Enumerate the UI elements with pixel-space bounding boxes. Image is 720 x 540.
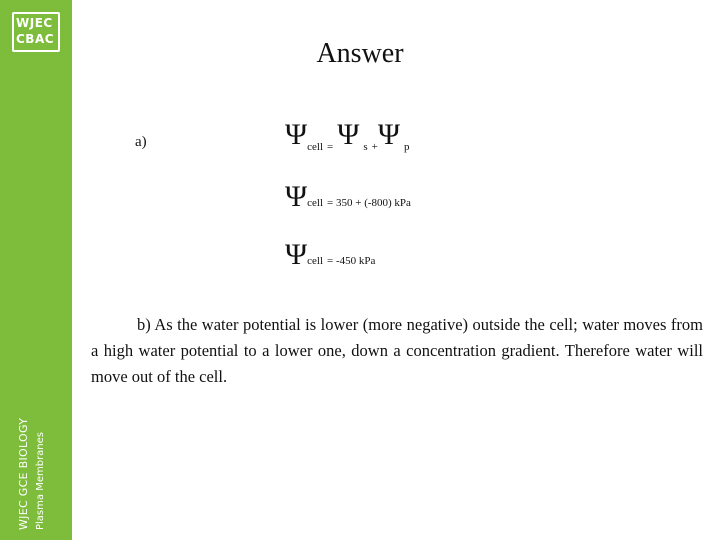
plus-sign: + [371,141,378,153]
psi-symbol: Ψ [285,180,308,213]
part-a-label: a) [135,134,147,150]
sidebar-course-label: WJEC GCE BIOLOGY [17,417,30,530]
subscript-p: p [404,141,410,153]
sidebar-topic-label: Plasma Membranes [35,431,46,530]
slide-title-text: Answer [316,38,404,69]
subscript-s: s [363,141,368,153]
equals-sign: = [327,141,334,153]
slide-title [0,38,720,70]
logo-line-wjec: WJEC [16,16,53,30]
psi-symbol: Ψ [285,118,308,151]
psi-symbol: Ψ [285,238,308,271]
psi-symbol: Ψ [337,118,360,151]
equation-line-2 [285,182,411,212]
logo-line-cbac: CBAC [16,32,55,46]
equation-line-1 [285,118,410,153]
sidebar [0,0,72,540]
subscript-cell: cell [307,197,324,209]
equation-rhs: = 350 + (-800) kPa [327,197,411,209]
equation-line-3 [285,240,375,270]
subscript-cell: cell [307,255,324,267]
psi-symbol: Ψ [377,118,401,151]
part-b-answer [91,312,703,390]
equation-rhs: = -450 kPa [327,255,376,267]
part-b-text: b) As the water potential is lower (more negative) outside the cell; water moves from a high water potential to a lower one, down a concentration gradient. Therefore water will move out of the cell. [91,315,703,386]
subscript-cell: cell [307,141,324,153]
